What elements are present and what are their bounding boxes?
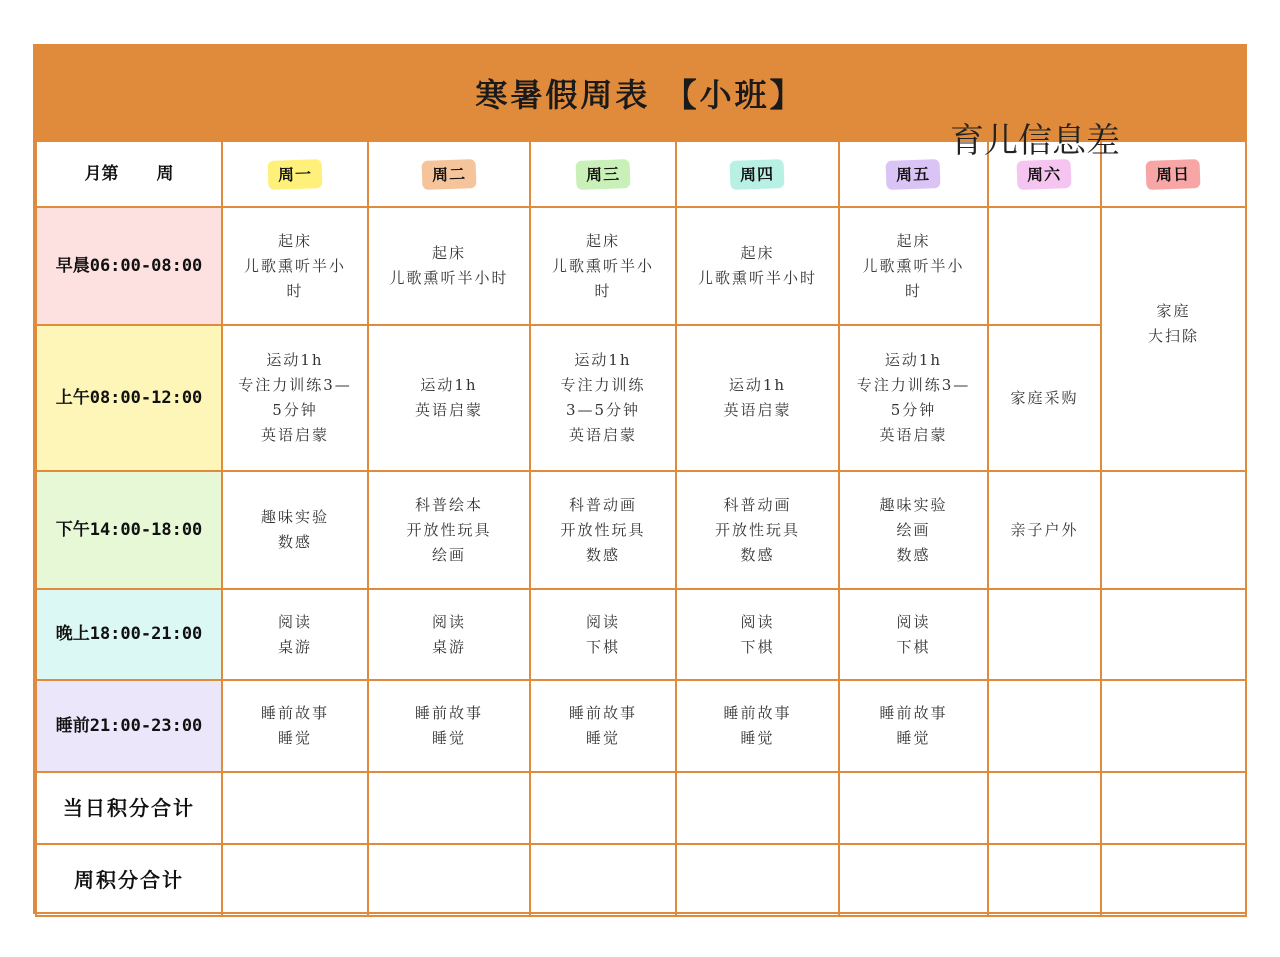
day-header-label: 周五 — [886, 159, 941, 190]
activity-text: 下棋 — [585, 637, 620, 656]
schedule-frame — [33, 44, 1247, 914]
activity-text: 绘画 — [431, 545, 466, 564]
activity-cell[interactable] — [988, 680, 1101, 772]
time-slot-row — [36, 325, 1246, 471]
activity-cell[interactable] — [368, 207, 530, 325]
time-slot-row — [36, 680, 1246, 772]
activity-cell[interactable] — [530, 207, 676, 325]
watermark-text: 育儿信息差 — [950, 121, 1120, 161]
activity-text: 英语启蒙 — [723, 401, 792, 419]
day-header-label: 周六 — [1017, 159, 1072, 190]
activity-cell[interactable] — [530, 589, 676, 680]
activity-text: 起床 — [431, 244, 466, 262]
activity-text: 下棋 — [896, 637, 931, 656]
week-label: 周 — [156, 163, 174, 184]
score-row — [36, 772, 1246, 844]
activity-text: 5分钟 — [890, 401, 937, 419]
day-header-label: 周四 — [730, 159, 785, 190]
activity-text: 儿歌熏听半小时 — [697, 269, 817, 287]
score-row — [36, 844, 1246, 916]
activity-text: 时 — [286, 281, 304, 300]
activity-text: 睡前故事 — [723, 704, 792, 722]
activity-text: 桌游 — [431, 637, 466, 656]
activity-text: 英语启蒙 — [568, 426, 637, 444]
activity-cell[interactable] — [368, 325, 530, 471]
score-cell[interactable] — [1101, 772, 1246, 844]
activity-text: 睡前故事 — [879, 704, 948, 722]
activity-text: 儿歌熏听半小 — [243, 256, 346, 275]
score-cell[interactable] — [368, 844, 530, 916]
day-header-label: 周三 — [575, 159, 630, 190]
activity-text: 儿歌熏听半小时 — [389, 269, 509, 287]
activity-text: 运动1h — [728, 376, 787, 394]
activity-cell[interactable] — [368, 589, 530, 680]
activity-text: 起床 — [277, 231, 312, 250]
score-label: 周积分合计 — [36, 844, 222, 916]
activity-cell[interactable] — [839, 680, 988, 772]
activity-text: 开放性玩具 — [714, 520, 800, 539]
activity-cell[interactable] — [222, 207, 368, 325]
time-slot-label: 早晨06:00-08:00 — [36, 207, 222, 325]
activity-text: 桌游 — [277, 637, 312, 656]
activity-text: 睡前故事 — [568, 704, 637, 722]
activity-cell[interactable] — [676, 680, 839, 772]
score-cell[interactable] — [839, 772, 988, 844]
activity-text: 阅读 — [431, 612, 466, 631]
activity-text: 数感 — [277, 533, 312, 551]
score-cell[interactable] — [839, 844, 988, 916]
score-cell[interactable] — [222, 772, 368, 844]
day-header-label: 周一 — [267, 159, 322, 190]
schedule-table — [35, 140, 1247, 917]
activity-text: 专注力训练 — [560, 376, 646, 394]
activity-text: 5分钟 — [272, 401, 318, 419]
activity-cell[interactable] — [530, 471, 676, 589]
activity-cell[interactable] — [530, 680, 676, 772]
activity-text: 睡觉 — [896, 729, 931, 747]
day-header-label: 周日 — [1146, 159, 1201, 190]
activity-text: 开放性玩具 — [406, 520, 492, 539]
activity-text: 运动1h — [266, 351, 324, 369]
activity-text: 运动1h — [420, 376, 478, 394]
activity-text: 起床 — [896, 231, 931, 250]
activity-cell[interactable] — [1101, 680, 1246, 772]
day-header-cell — [676, 141, 839, 207]
activity-text: 阅读 — [585, 612, 620, 631]
activity-text: 阅读 — [896, 612, 931, 631]
day-header-cell — [222, 141, 368, 207]
activity-text: 睡觉 — [585, 729, 620, 747]
activity-text: 科普绘本 — [414, 495, 483, 514]
activity-text: 家庭采购 — [1010, 388, 1079, 407]
sunday-activity-cell[interactable] — [1101, 207, 1246, 471]
day-header-cell — [1101, 141, 1246, 207]
activity-text: 阅读 — [740, 612, 775, 631]
time-slot-row — [36, 589, 1246, 680]
activity-text: 儿歌熏听半小 — [551, 256, 654, 275]
month-week-label: 月第 — [84, 163, 119, 184]
activity-cell[interactable] — [1101, 589, 1246, 680]
activity-cell[interactable] — [368, 471, 530, 589]
activity-text: 家庭 — [1156, 302, 1191, 320]
activity-text: 科普动画 — [568, 495, 637, 514]
activity-cell[interactable] — [222, 471, 368, 589]
page-title: 寒暑假周表 【小班】 — [475, 76, 805, 114]
score-cell[interactable] — [988, 844, 1101, 916]
activity-text: 英语启蒙 — [260, 426, 329, 444]
time-slot-row — [36, 207, 1246, 325]
activity-text: 英语启蒙 — [879, 426, 948, 444]
activity-text: 起床 — [585, 231, 620, 250]
activity-cell[interactable] — [988, 589, 1101, 680]
activity-cell[interactable] — [839, 589, 988, 680]
activity-cell[interactable] — [839, 325, 988, 471]
activity-cell[interactable] — [676, 589, 839, 680]
activity-text: 英语启蒙 — [414, 401, 483, 419]
score-cell[interactable] — [676, 844, 839, 916]
activity-text: 睡前故事 — [414, 704, 483, 722]
activity-cell[interactable] — [222, 680, 368, 772]
activity-cell[interactable] — [676, 471, 839, 589]
score-cell[interactable] — [530, 772, 676, 844]
activity-text: 数感 — [896, 545, 931, 564]
score-label: 当日积分合计 — [36, 772, 222, 844]
activity-text: 起床 — [740, 244, 775, 262]
activity-cell[interactable] — [1101, 471, 1246, 589]
time-slot-label: 睡前21:00-23:00 — [36, 680, 222, 772]
score-cell[interactable] — [368, 772, 530, 844]
activity-text: 运动1h — [574, 351, 632, 369]
activity-text: 绘画 — [896, 520, 931, 539]
activity-text: 趣味实验 — [879, 495, 948, 514]
activity-cell[interactable] — [988, 207, 1101, 325]
activity-cell[interactable] — [530, 325, 676, 471]
week-corner-cell — [36, 141, 222, 207]
activity-cell[interactable] — [222, 589, 368, 680]
activity-text: 睡觉 — [431, 729, 466, 747]
activity-cell[interactable] — [839, 471, 988, 589]
activity-cell[interactable] — [839, 207, 988, 325]
activity-text: 睡前故事 — [260, 704, 329, 722]
day-header-label: 周二 — [421, 159, 476, 190]
activity-cell[interactable] — [368, 680, 530, 772]
activity-text: 专注力训练3— — [238, 376, 352, 394]
activity-text: 儿歌熏听半小 — [862, 256, 965, 275]
score-cell[interactable] — [1101, 844, 1246, 916]
activity-text: 大扫除 — [1147, 327, 1199, 345]
activity-cell[interactable] — [222, 325, 368, 471]
activity-text: 时 — [904, 281, 922, 300]
score-cell[interactable] — [988, 772, 1101, 844]
activity-text: 运动1h — [884, 351, 943, 369]
activity-text: 3—5分钟 — [565, 401, 641, 419]
activity-text: 时 — [594, 281, 612, 300]
time-slot-row — [36, 471, 1246, 589]
time-slot-label: 下午14:00-18:00 — [36, 471, 222, 589]
activity-text: 睡觉 — [277, 729, 312, 747]
activity-cell[interactable] — [988, 325, 1101, 471]
activity-cell[interactable] — [676, 325, 839, 471]
activity-text: 趣味实验 — [260, 508, 329, 526]
activity-text: 数感 — [740, 545, 775, 564]
score-cell[interactable] — [222, 844, 368, 916]
day-header-cell — [530, 141, 676, 207]
time-slot-label: 晚上18:00-21:00 — [36, 589, 222, 680]
score-cell[interactable] — [530, 844, 676, 916]
activity-cell[interactable] — [676, 207, 839, 325]
activity-text: 亲子户外 — [1010, 520, 1079, 539]
activity-text: 科普动画 — [723, 495, 792, 514]
activity-text: 睡觉 — [740, 729, 775, 747]
activity-text: 下棋 — [740, 637, 775, 656]
activity-cell[interactable] — [988, 471, 1101, 589]
activity-text: 开放性玩具 — [560, 520, 646, 539]
activity-text: 阅读 — [277, 612, 312, 631]
time-slot-label: 上午08:00-12:00 — [36, 325, 222, 471]
score-cell[interactable] — [676, 772, 839, 844]
activity-text: 专注力训练3— — [856, 376, 971, 394]
activity-text: 数感 — [585, 545, 620, 564]
day-header-cell — [368, 141, 530, 207]
